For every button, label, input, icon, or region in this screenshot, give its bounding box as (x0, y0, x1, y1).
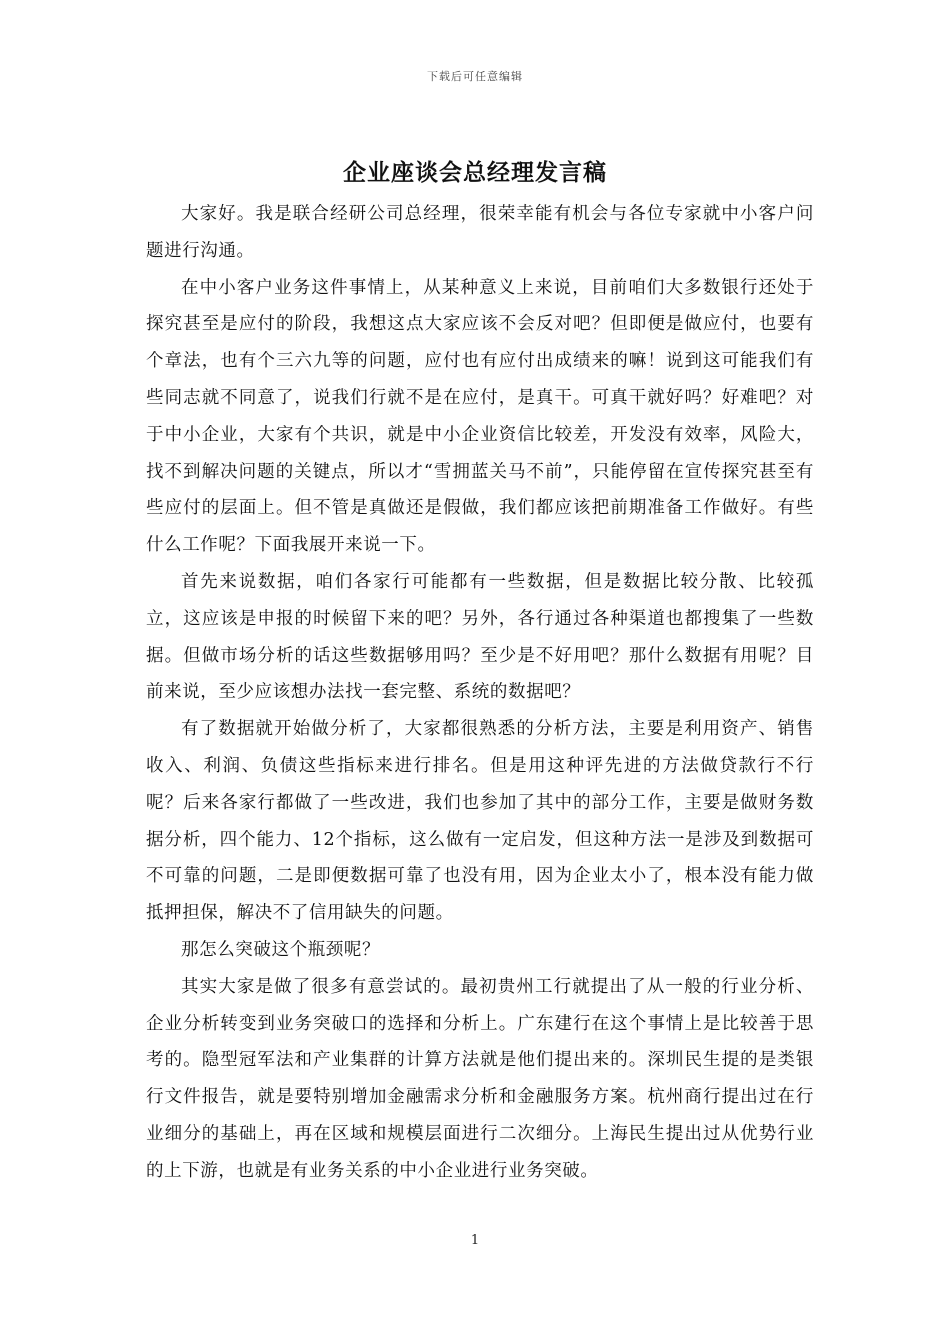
paragraph-attempts: 其实大家是做了很多有意尝试的。最初贵州工行就提出了从一般的行业分析、企业分析转变到业务突破口的选择和分析上。广东建行在这个事情上是比较善于思考的。隐型冠军法和产业集群的计算方法就是他们提出来的。深圳民生提的是类银行文件报告，就是要特别增加金融需求分析和金融服务方案。杭州商行提出过在行业细分的基础上，再在区域和规模层面进行二次细分。上海民生提出过从优势行业的上下游，也就是有业务关系的中小企业进行业务突破。 (146, 976, 814, 1181)
paragraph-current-state: 在中小客户业务这件事情上，从某种意义上来说，目前咱们大多数银行还处于探究甚至是应付的阶段，我想这点大家应该不会反对吧？但即便是做应付，也要有个章法，也有个三六九等的问题，应付也有应付出成绩来的嘛！说到这可能我们有些同志就不同意了，说我们行就不是在应付，是真干。可真干就好吗？好难吧？对于中小企业，大家有个共识，就是中小企业资信比较差，开发没有效率，风险大，找不到解决问题的关键点，所以才“雪拥蓝关马不前”，只能停留在宣传探究甚至有些应付的层面上。但不管是真做还是假做，我们都应该把前期准备工作做好。有些什么工作呢？下面我展开来说一下。 (146, 277, 814, 556)
page-number: 1 (470, 1233, 480, 1248)
paragraph-analysis: 有了数据就开始做分析了，大家都很熟悉的分析方法，主要是利用资产、销售收入、利润、负债这些指标来进行排名。但是用这种评先进的方法做贷款行不行呢？后来各家行都做了一些改进，我们也参加了其中的部分工作，主要是做财务数据分析，四个能力、12个指标，这么做有一定启发，但这种方法一是涉及到数据可不可靠的问题，二是即便数据可靠了也没有用，因为企业太小了，根本没有能力做抵押担保，解决不了信用缺失的问题。 (146, 719, 814, 924)
document-title: 企业座谈会总经理发言稿 (343, 159, 607, 186)
paragraph-question: 那怎么突破这个瓶颈呢？ (181, 939, 381, 960)
header-note: 下载后可任意编辑 (427, 70, 523, 83)
document-body (146, 196, 814, 1190)
paragraph-greeting: 大家好。我是联合经研公司总经理，很荣幸能有机会与各位专家就中小客户问题进行沟通。 (146, 204, 814, 261)
paragraph-data: 首先来说数据，咱们各家行可能都有一些数据，但是数据比较分散、比较孤立，这应该是申报的时候留下来的吧？另外，各行通过各种渠道也都搜集了一些数据。但做市场分析的话这些数据够用吗？至少是不好用吧？那什么数据有用呢？目前来说，至少应该想办法找一套完整、系统的数据吧？ (146, 571, 814, 703)
